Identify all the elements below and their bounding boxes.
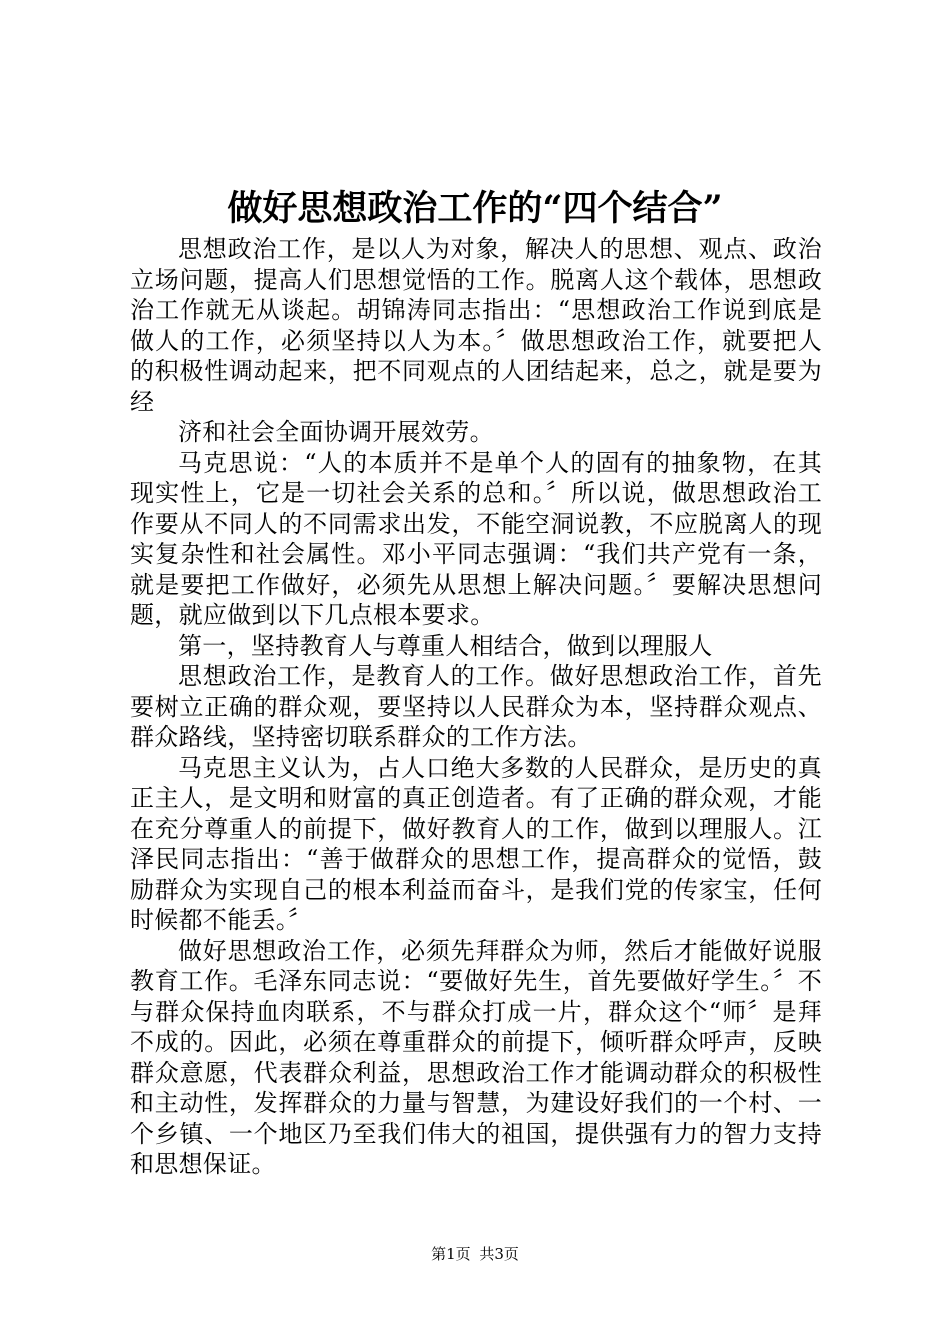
document-body bbox=[130, 234, 822, 1180]
paragraph: 马克思说：“人的本质并不是单个人的固有的抽象物，在其现实性上，它是一切社会关系的总和。〞所以说，做思想政治工作要从不同人的不同需求出发，不能空洞说教，不应脱离人的现实复杂性和社会属性。邓小平同志强调：“我们共产党有一条，就是要把工作做好，必须先从思想上解决问题。〞要解决思想问题，就应做到以下几点根本要求。 bbox=[130, 448, 822, 629]
page-total: 共3页 bbox=[479, 1245, 519, 1263]
paragraph: 马克思主义认为，占人口绝大多数的人民群众，是历史的真正主人，是文明和财富的真正创造者。有了正确的群众观，才能在充分尊重人的前提下，做好教育人的工作，做到以理服人。江泽民同志指出：“善于做群众的思想工作，提高群众的觉悟，鼓励群众为实现自己的根本利益而奋斗，是我们党的传家宝，任何时候都不能丢。〞 bbox=[130, 753, 822, 934]
paragraph: 思想政治工作，是以人为对象，解决人的思想、观点、政治立场问题，提高人们思想觉悟的工作。脱离人这个载体，思想政治工作就无从谈起。胡锦涛同志指出：“思想政治工作说到底是做人的工作，必须坚持以人为本。〞做思想政治工作，就要把人的积极性调动起来，把不同观点的人团结起来，总之，就是要为经 bbox=[130, 235, 822, 416]
section-heading: 第一，坚持教育人与尊重人相结合，做到以理服人 bbox=[178, 631, 713, 660]
paragraph: 济和社会全面协调开展效劳。 bbox=[178, 418, 494, 446]
document-title: 做好思想政治工作的“四个结合” bbox=[227, 188, 723, 229]
page-number: 第1页 bbox=[431, 1245, 471, 1263]
page-footer bbox=[0, 1244, 950, 1264]
paragraph: 思想政治工作，是教育人的工作。做好思想政治工作，首先要树立正确的群众观，要坚持以人民群众为本，坚持群众观点、群众路线，坚持密切联系群众的工作方法。 bbox=[130, 662, 822, 751]
paragraph: 做好思想政治工作，必须先拜群众为师，然后才能做好说服教育工作。毛泽东同志说：“要做好先生，首先要做好学生。〞不与群众保持血肉联系，不与群众打成一片，群众这个“师〞是拜不成的。因此，必须在尊重群众的前提下，倾听群众呼声，反映群众意愿，代表群众利益，思想政治工作才能调动群众的积极性和主动性，发挥群众的力量与智慧，为建设好我们的一个村、一个乡镇、一个地区乃至我们伟大的祖国，提供强有力的智力支持和思想保证。 bbox=[130, 936, 822, 1178]
